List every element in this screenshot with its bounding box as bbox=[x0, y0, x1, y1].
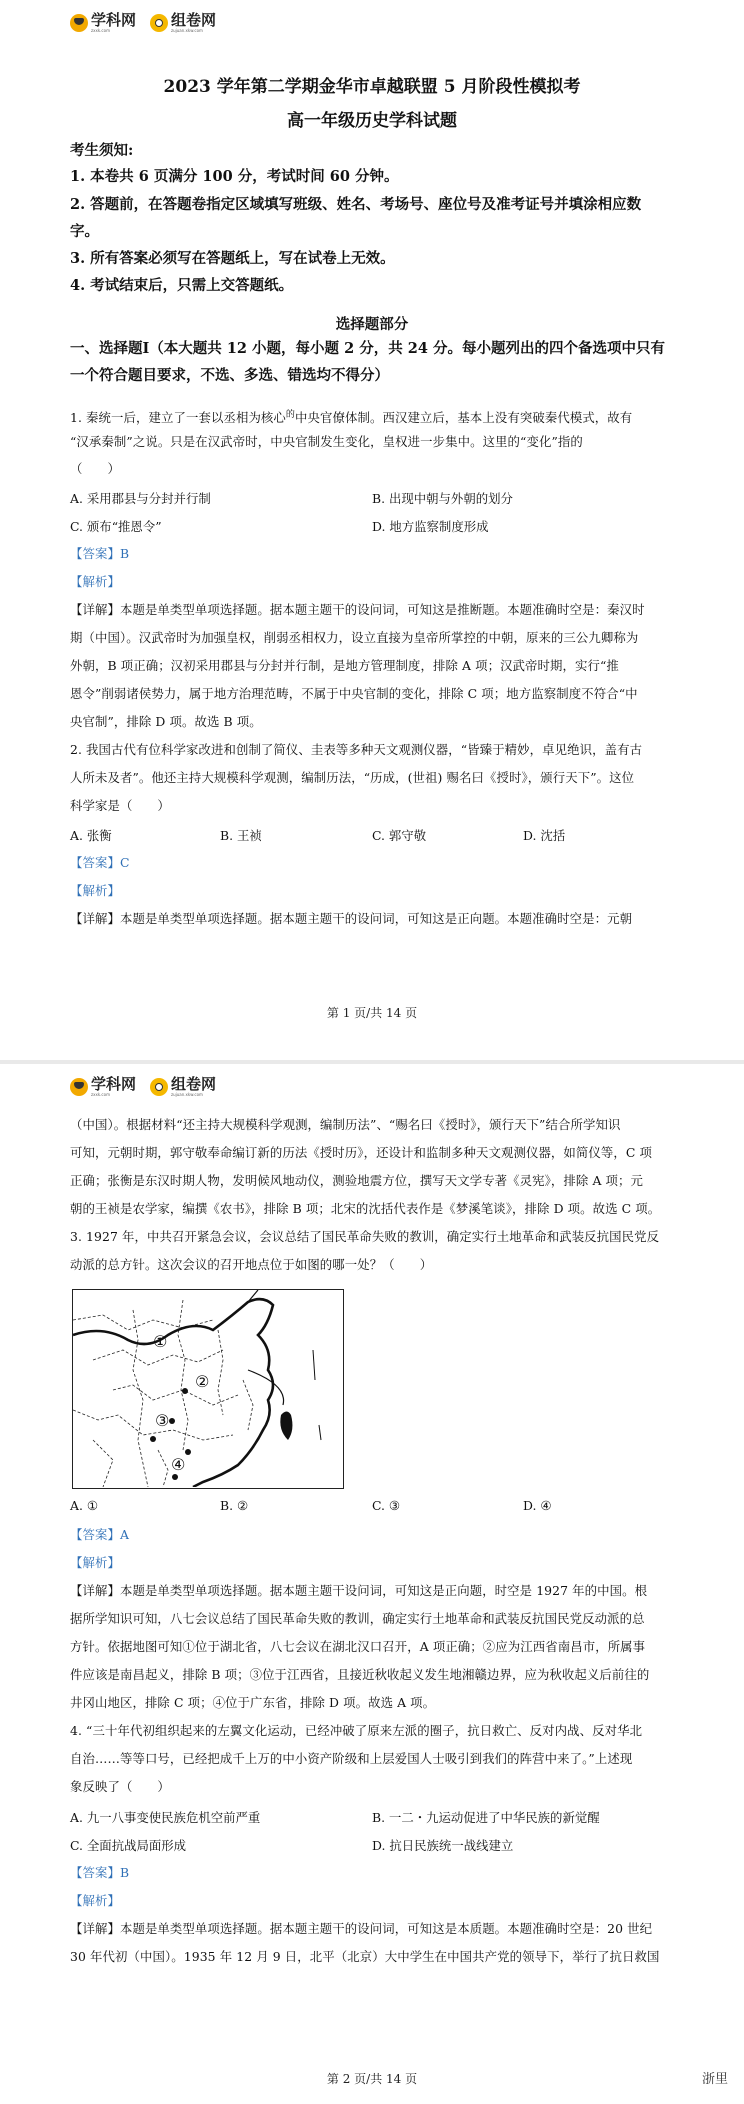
q2-detail: 【详解】本题是单类型单项选择题。据本题主题干的设问词，可知这是正向题。本题准确时空是：元朝 bbox=[70, 911, 633, 926]
q2-detail: 朝的王祯是农学家，编撰《农书》，排除 B 项；北宋的沈括代表作是《梦溪笔谈》，排除 D 项。故选 C 项。 bbox=[70, 1201, 661, 1216]
logo-url: zujuan.xkw.com bbox=[171, 1092, 203, 1097]
zujuan-logo[interactable] bbox=[150, 13, 216, 33]
q3-option-d[interactable]: D. ④ bbox=[523, 1498, 552, 1513]
logo-bar bbox=[70, 1076, 216, 1098]
section-instructions: 一个符合题目要求，不选、多选、错选均不得分） bbox=[70, 367, 389, 384]
question-1-text: （ ） bbox=[70, 461, 120, 476]
page-number: 第 2 页/共 14 页 bbox=[326, 2072, 418, 2086]
question-2-text: 科学家是（ ） bbox=[70, 798, 170, 813]
q2-option-c[interactable]: C. 郭守敬 bbox=[372, 828, 427, 843]
q4-option-d[interactable]: D. 抗日民族统一战线建立 bbox=[372, 1838, 514, 1853]
q4-answer: 【答案】B bbox=[70, 1865, 130, 1880]
q1-detail: 外朝，B 项正确；汉初采用郡县与分封并行制，是地方管理制度，排除 A 项；汉武帝时期，实行“推 bbox=[70, 658, 619, 673]
map-label-3: ③ bbox=[155, 1411, 170, 1430]
question-3-text: 3. 1927 年，中共召开紧急会议，会议总结了国民革命失败的教训，确定实行土地革命和武装反抗国民党反 bbox=[70, 1229, 660, 1244]
page-2 bbox=[0, 1064, 744, 2104]
owl-icon bbox=[150, 14, 168, 32]
q3-detail: 井冈山地区，排除 C 项；④位于广东省，排除 D 项。故选 A 项。 bbox=[70, 1695, 436, 1710]
q1-detail: 央官制”，排除 D 项。故选 B 项。 bbox=[70, 714, 262, 729]
q1-option-d[interactable]: D. 地方监察制度形成 bbox=[372, 519, 489, 534]
question-4-text: 4. “三十年代初组织起来的左翼文化运动，已经冲破了原来左派的圈子，抗日救亡、反对内战、反对华北 bbox=[70, 1723, 643, 1738]
notice-item: 2. 答题前，在答题卷指定区域填写班级、姓名、考场号、座位号及准考证号并填涂相应数 bbox=[70, 196, 642, 213]
logo-url: zujuan.xkw.com bbox=[171, 28, 203, 33]
notice-item: 1. 本卷共 6 页满分 100 分，考试时间 60 分钟。 bbox=[70, 168, 399, 185]
q1-option-b[interactable]: B. 出现中朝与外朝的划分 bbox=[372, 491, 513, 506]
question-3-text: 动派的总方针。这次会议的召开地点位于如图的哪一处？（ ） bbox=[70, 1257, 433, 1272]
question-2-text: 2. 我国古代有位科学家改进和创制了简仪、圭表等多种天文观测仪器，“皆臻于精妙，卓见绝识，盖有古 bbox=[70, 742, 643, 757]
q3-detail: 件应该是南昌起义，排除 B 项；③位于江西省，且接近秋收起义发生地湘赣边界，应为秋收起义后前往的 bbox=[70, 1667, 650, 1682]
q2-detail: （中国）。根据材料“还主持大规模科学观测，编制历法”、“赐名曰《授时》，颁行天下”结合所学知识 bbox=[70, 1117, 621, 1132]
q4-detail: 【详解】本题是单类型单项选择题。据本题主题干的设问词，可知这是本质题。本题准确时空是：20 世纪 bbox=[70, 1921, 653, 1936]
q1-answer: 【答案】B bbox=[70, 546, 130, 561]
xkw-logo[interactable] bbox=[70, 1077, 136, 1097]
q2-detail: 正确；张衡是东汉时期人物，发明候风地动仪，测验地震方位，撰写天文学专著《灵宪》，排除 A 项；元 bbox=[70, 1173, 644, 1188]
map-label-2: ② bbox=[195, 1372, 210, 1391]
q4-option-a[interactable]: A. 九一八事变使民族危机空前严重 bbox=[70, 1810, 261, 1825]
notice-item: 4. 考试结束后，只需上交答题纸。 bbox=[70, 277, 294, 294]
question-1-text: “汉承秦制”之说。只是在汉武帝时，中央官制发生变化，皇权进一步集中。这里的“变化”指的 bbox=[70, 434, 583, 449]
q3-detail: 据所学知识可知，八七会议总结了国民革命失败的教训，确定实行土地革命和武装反抗国民党反动派的总 bbox=[70, 1611, 645, 1626]
q2-detail: 可知，元朝时期，郭守敬奉命编订新的历法《授时历》，还设计和监制多种天文观测仪器，如简仪等，C 项 bbox=[70, 1145, 652, 1160]
logo-text: 学科网 bbox=[91, 11, 137, 29]
logo-url: zxxk.com bbox=[91, 1092, 110, 1097]
zujuan-logo[interactable] bbox=[150, 1077, 216, 1097]
q4-detail: 30 年代初（中国）。1935 年 12 月 9 日，北平（北京）大中学生在中国共产党的领导下，举行了抗日救国 bbox=[70, 1949, 660, 1964]
question-1-text: 1. 秦统一后，建立了一套以丞相为核心$^的$中央官僚体制。西汉建立后，基本上没有突破秦代模式，故有 bbox=[70, 410, 633, 426]
q3-answer: 【答案】A bbox=[70, 1527, 130, 1542]
q3-option-c[interactable]: C. ③ bbox=[372, 1498, 401, 1513]
q2-answer: 【答案】C bbox=[70, 855, 130, 870]
q3-option-b[interactable]: B. ② bbox=[220, 1498, 249, 1513]
q3-detail: 方针。依据地图可知①位于湖北省，八七会议在湖北汉口召开，A 项正确；②应为江西省南昌市，所属事 bbox=[70, 1639, 646, 1654]
logo-bar bbox=[70, 12, 216, 34]
corner-watermark: 浙里 bbox=[701, 2072, 728, 2087]
map-label-4: ④ bbox=[171, 1455, 186, 1474]
question-4-text: 自治……等等口号，已经把成千上万的中小资产阶级和上层爱国人士吸引到我们的阵营中来了。”上述现 bbox=[70, 1751, 633, 1766]
q3-option-a[interactable]: A. ① bbox=[70, 1498, 98, 1513]
q2-option-a[interactable]: A. 张衡 bbox=[70, 828, 112, 843]
exam-subtitle: 高一年级历史学科试题 bbox=[287, 111, 457, 131]
q2-option-d[interactable]: D. 沈括 bbox=[523, 828, 566, 843]
question-4-text: 象反映了（ ） bbox=[70, 1779, 170, 1794]
q3-analysis-label: 【解析】 bbox=[70, 1555, 120, 1570]
map-label-1: ① bbox=[153, 1332, 168, 1351]
q1-option-c[interactable]: C. 颁布“推恩令” bbox=[70, 519, 162, 534]
q1-option-a[interactable]: A. 采用郡县与分封并行制 bbox=[70, 491, 211, 506]
notice-heading: 考生须知: bbox=[70, 142, 134, 159]
q3-detail: 【详解】本题是单类型单项选择题。据本题主题干设问词，可知这是正向题，时空是 1927 年的中国。根 bbox=[70, 1583, 648, 1598]
exam-title: 2023 学年第二学期金华市卓越联盟 5 月阶段性模拟考 bbox=[163, 77, 581, 97]
q1-detail: 【详解】本题是单类型单项选择题。据本题主题干的设问词，可知这是推断题。本题准确时空是：秦汉时 bbox=[70, 602, 645, 617]
logo-text: 组卷网 bbox=[171, 11, 217, 29]
section-instructions: 一、选择题Ⅰ（本大题共 12 小题，每小题 2 分，共 24 分。每小题列出的四个备选项中只有 bbox=[70, 340, 666, 357]
q4-option-b[interactable]: B. 一二・九运动促进了中华民族的新觉醒 bbox=[372, 1810, 600, 1825]
section-title: 选择题部分 bbox=[335, 316, 409, 333]
page-number: 第 1 页/共 14 页 bbox=[326, 1006, 418, 1020]
notice-item: 字。 bbox=[70, 223, 99, 240]
q2-analysis-label: 【解析】 bbox=[70, 883, 120, 898]
xkw-logo[interactable] bbox=[70, 13, 136, 33]
q4-option-c[interactable]: C. 全面抗战局面形成 bbox=[70, 1838, 187, 1853]
q4-analysis-label: 【解析】 bbox=[70, 1893, 120, 1908]
china-map bbox=[72, 1289, 344, 1489]
graduation-cap-icon bbox=[70, 1078, 88, 1096]
owl-icon bbox=[150, 1078, 168, 1096]
q1-detail: 恩令”削弱诸侯势力，属于地方治理范畴，不属于中央官制的变化，排除 C 项；地方监察制度不符合“中 bbox=[70, 686, 638, 701]
logo-text: 学科网 bbox=[91, 1075, 137, 1093]
q1-detail: 期（中国）。汉武帝时为加强皇权，削弱丞相权力，设立直接为皇帝所掌控的中朝，原来的三公九卿称为 bbox=[70, 630, 639, 645]
logo-url: zxxk.com bbox=[91, 28, 110, 33]
graduation-cap-icon bbox=[70, 14, 88, 32]
q1-analysis-label: 【解析】 bbox=[70, 574, 120, 589]
question-2-text: 人所未及者”。他还主持大规模科学观测，编制历法，“历成，(世祖) 赐名曰《授时》，颁行天下”。这位 bbox=[70, 770, 635, 785]
logo-text: 组卷网 bbox=[171, 1075, 217, 1093]
notice-item: 3. 所有答案必须写在答题纸上，写在试卷上无效。 bbox=[70, 250, 395, 267]
q2-option-b[interactable]: B. 王祯 bbox=[220, 828, 262, 843]
